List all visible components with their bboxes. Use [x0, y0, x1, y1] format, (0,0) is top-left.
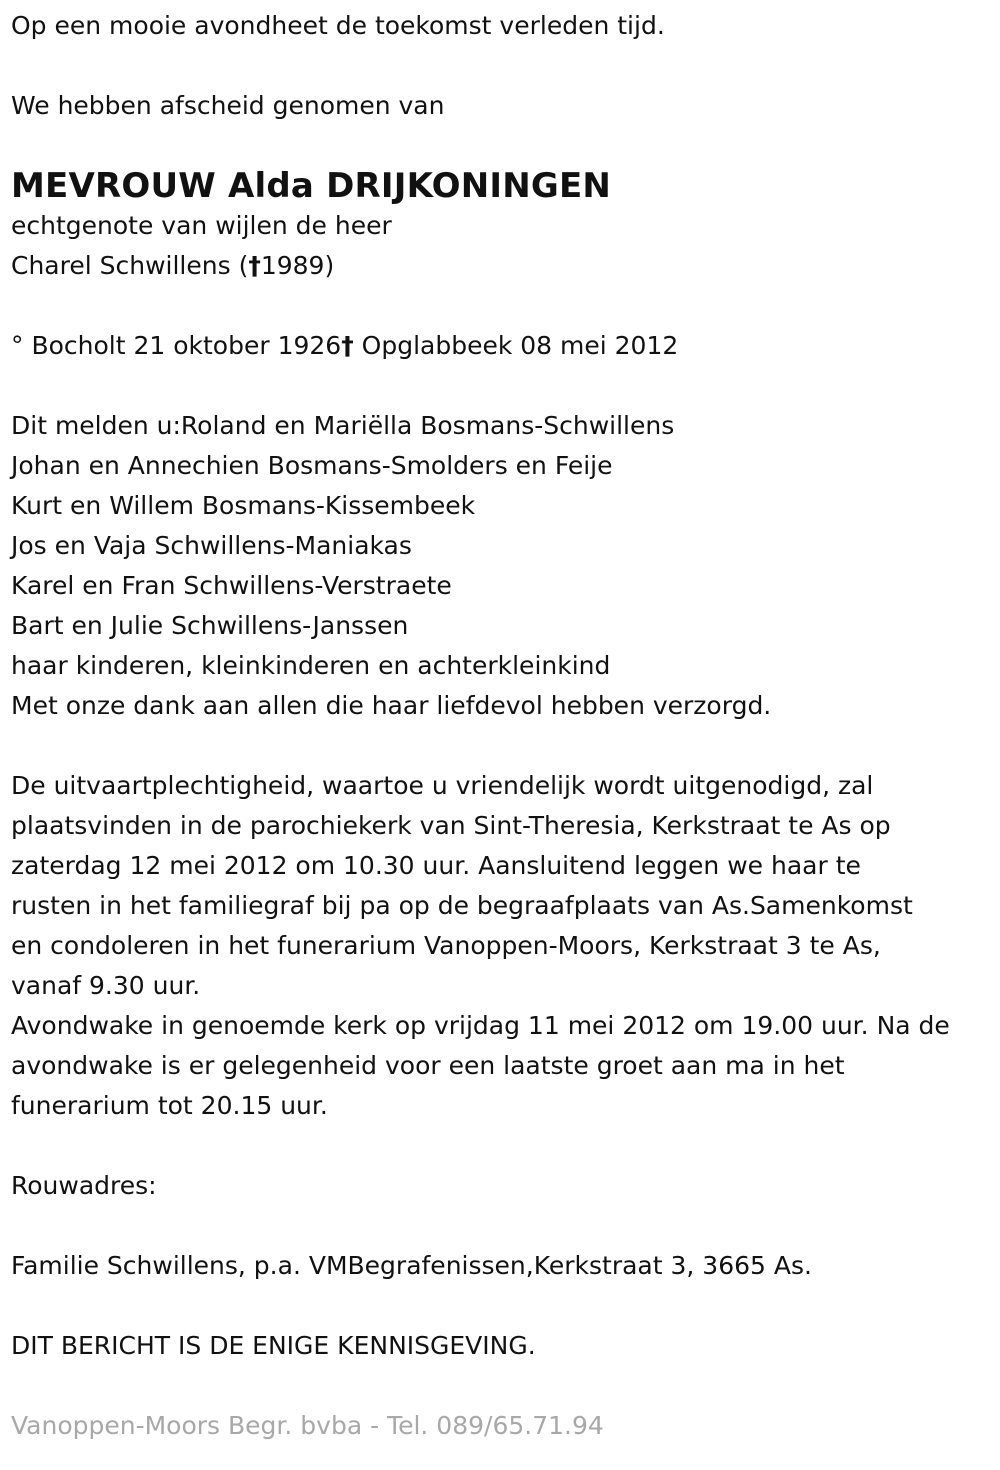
- ceremony-line: De uitvaartplechtigheid, waartoe u vriendelijk wordt uitgenodigd, zal: [11, 771, 874, 800]
- deceased-name: MEVROUW Alda DRIJKONINGEN: [11, 166, 612, 206]
- birth-death-line: [11, 326, 991, 366]
- spacer: [11, 1366, 991, 1406]
- birth-info: ° Bocholt 21 oktober 1926: [11, 331, 342, 360]
- announcers-list: [11, 406, 991, 726]
- announcer-line: haar kinderen, kleinkinderen en achterkleinkind: [11, 651, 611, 680]
- cross-icon: †: [341, 331, 354, 360]
- ceremony-line: vanaf 9.30 uur.: [11, 971, 201, 1000]
- ceremony-paragraph: [11, 766, 991, 1126]
- announcer-line: Kurt en Willem Bosmans-Kissembeek: [11, 491, 476, 520]
- announcer-line: Bart en Julie Schwillens-Janssen: [11, 611, 409, 640]
- ceremony-line: avondwake is er gelegenheid voor een laatste groet aan ma in het: [11, 1051, 845, 1080]
- ceremony-line: plaatsvinden in de parochiekerk van Sint-Theresia, Kerkstraat te As op: [11, 811, 891, 840]
- announcer-line: Johan en Annechien Bosmans-Smolders en Feije: [11, 451, 613, 480]
- obituary-notice: [11, 6, 991, 1446]
- spouse-name-text: Charel Schwillens (: [11, 251, 249, 280]
- spacer: [11, 1206, 991, 1246]
- intro-line-2: We hebben afscheid genomen van: [11, 91, 445, 120]
- ceremony-line: zaterdag 12 mei 2012 om 10.30 uur. Aansluitend leggen we haar te: [11, 851, 861, 880]
- ceremony-line: funerarium tot 20.15 uur.: [11, 1091, 328, 1120]
- death-info: Opglabbeek 08 mei 2012: [353, 331, 679, 360]
- spouse-line-1: echtgenote van wijlen de heer: [11, 211, 392, 240]
- funeral-home-footer: Vanoppen-Moors Begr. bvba - Tel. 089/65.71.94: [11, 1411, 604, 1440]
- spacer: [11, 46, 991, 86]
- address-value: Familie Schwillens, p.a. VMBegrafenissen,Kerkstraat 3, 3665 As.: [11, 1251, 812, 1280]
- spouse-line-2: [11, 246, 991, 286]
- announcer-line: Dit melden u:Roland en Mariëlla Bosmans-Schwillens: [11, 411, 675, 440]
- spacer: [11, 726, 991, 766]
- announcer-line: Jos en Vaja Schwillens-Maniakas: [11, 531, 412, 560]
- spacer: [11, 126, 991, 166]
- spouse-death-year: 1989): [260, 251, 335, 280]
- announcer-line: Met onze dank aan allen die haar liefdevol hebben verzorgd.: [11, 691, 772, 720]
- spacer: [11, 286, 991, 326]
- spacer: [11, 1286, 991, 1326]
- ceremony-line: rusten in het familiegraf bij pa op de begraafplaats van As.Samenkomst: [11, 891, 913, 920]
- spacer: [11, 1126, 991, 1166]
- announcer-line: Karel en Fran Schwillens-Verstraete: [11, 571, 452, 600]
- ceremony-line: en condoleren in het funerarium Vanoppen-Moors, Kerkstraat 3 te As,: [11, 931, 881, 960]
- ceremony-line: Avondwake in genoemde kerk op vrijdag 11 mei 2012 om 19.00 uur. Na de: [11, 1011, 950, 1040]
- address-label: Rouwadres:: [11, 1171, 157, 1200]
- notice-text: DIT BERICHT IS DE ENIGE KENNISGEVING.: [11, 1331, 536, 1360]
- spacer: [11, 366, 991, 406]
- intro-line-1: Op een mooie avondheet de toekomst verleden tijd.: [11, 11, 665, 40]
- cross-icon: †: [248, 251, 261, 280]
